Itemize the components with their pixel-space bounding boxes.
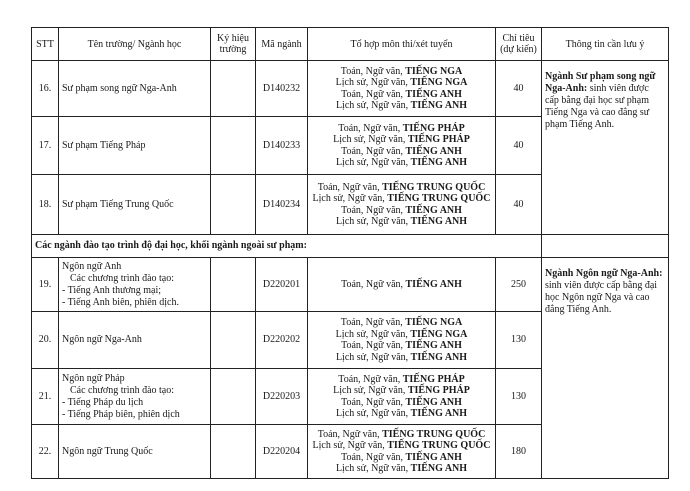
section-row — [32, 235, 669, 258]
quota-cell: 40 — [496, 61, 542, 117]
note-title: Ngành Sư phạm song ngữ Nga-Anh: — [545, 71, 656, 94]
major-name: Sư phạm Tiếng Trung Quốc — [62, 198, 174, 210]
combo-subjects: Toán, Ngữ văn, — [317, 181, 383, 193]
note-cell-language — [542, 258, 669, 479]
combo-language: TIẾNG TRUNG QUỐC — [382, 428, 486, 440]
combo-line — [311, 100, 492, 112]
combo-cell — [308, 258, 496, 312]
combo-language: TIẾNG NGA — [410, 328, 468, 340]
combo-line — [311, 408, 492, 420]
header-quota: Chỉ tiêu (dự kiến) — [496, 28, 542, 61]
combo-line — [311, 146, 492, 158]
combo-language: TIẾNG ANH — [410, 216, 468, 227]
combo-cell — [308, 312, 496, 369]
quota-cell: 130 — [496, 369, 542, 425]
combo-language: TIẾNG ANH — [405, 451, 462, 463]
combo-subjects: Lịch sử, Ngữ văn, — [335, 77, 411, 88]
major-code-cell: D140232 — [256, 61, 308, 117]
program-item: - Tiếng Pháp du lịch — [62, 396, 144, 408]
combo-line — [311, 340, 492, 352]
combo-subjects: Lịch sử, Ngữ văn, — [335, 351, 411, 363]
combo-line — [311, 193, 492, 205]
combo-line — [311, 374, 492, 386]
combo-subjects: Lịch sử, Ngữ văn, — [335, 328, 411, 340]
program-item: - Tiếng Pháp biên, phiên dịch — [62, 408, 180, 420]
combo-subjects: Toán, Ngữ văn, — [341, 396, 406, 408]
combo-language: TIẾNG TRUNG QUỐC — [382, 181, 486, 193]
combo-line — [311, 89, 492, 101]
combo-subjects: Toán, Ngữ văn, — [338, 373, 403, 385]
combo-subjects: Toán, Ngữ văn, — [341, 88, 406, 100]
major-name-cell — [59, 258, 211, 312]
combo-cell — [308, 175, 496, 235]
combo-language: TIẾNG NGA — [405, 317, 463, 328]
combo-language: TIẾNG TRUNG QUỐC — [387, 440, 491, 451]
combo-line — [311, 123, 492, 135]
combo-language: TIẾNG ANH — [405, 204, 462, 216]
stt-cell: 22. — [32, 425, 59, 479]
school-symbol-cell — [211, 425, 256, 479]
program-item: - Tiếng Anh biên, phiên dịch. — [62, 296, 179, 308]
header-combo: Tổ hợp môn thi/xét tuyển — [308, 28, 496, 61]
header-code-symbol: Ký hiệu trường — [211, 28, 256, 61]
major-name: Sư phạm song ngữ Nga-Anh — [62, 82, 177, 94]
combo-language: TIẾNG NGA — [410, 77, 468, 88]
combo-line — [311, 385, 492, 397]
combo-language: TIẾNG NGA — [405, 65, 463, 77]
major-code-cell: D220201 — [256, 258, 308, 312]
combo-subjects: Toán, Ngữ văn, — [341, 204, 406, 216]
combo-language: TIẾNG ANH — [410, 100, 468, 111]
major-name-cell — [59, 425, 211, 479]
combo-language: TIẾNG TRUNG QUỐC — [387, 193, 491, 204]
combo-line — [311, 397, 492, 409]
stt-cell: 16. — [32, 61, 59, 117]
major-code-cell: D220203 — [256, 369, 308, 425]
combo-cell — [308, 369, 496, 425]
table-row — [32, 258, 669, 312]
school-symbol-cell — [211, 258, 256, 312]
major-name-cell — [59, 117, 211, 175]
combo-subjects: Toán, Ngữ văn, — [341, 451, 406, 463]
combo-language: TIẾNG ANH — [405, 88, 462, 100]
quota-cell: 40 — [496, 175, 542, 235]
major-name: Ngôn ngữ Pháp — [62, 372, 125, 384]
combo-language: TIẾNG PHÁP — [407, 134, 470, 145]
stt-cell: 17. — [32, 117, 59, 175]
major-name: Ngôn ngữ Anh — [62, 260, 122, 272]
major-name-cell — [59, 369, 211, 425]
combo-language: TIẾNG PHÁP — [402, 373, 465, 385]
note-title: Ngành Ngôn ngữ Nga-Anh: — [545, 268, 663, 279]
combo-subjects: Lịch sử, Ngữ văn, — [333, 385, 408, 396]
combo-language: TIẾNG ANH — [405, 145, 462, 157]
combo-line — [311, 279, 492, 291]
combo-line — [311, 205, 492, 217]
school-symbol-cell — [211, 61, 256, 117]
note-text: sinh viên được cấp bằng đại học sư phạm Tiếng Nga và cao đẳng sư phạm Tiếng Anh. — [545, 83, 650, 130]
combo-subjects: Lịch sử, Ngữ văn, — [335, 463, 411, 474]
section-title: Các ngành đào tạo trình độ đại học, khối ngành ngoài sư phạm: — [32, 235, 542, 258]
major-name: Ngôn ngữ Trung Quốc — [62, 445, 153, 457]
quota-cell: 40 — [496, 117, 542, 175]
combo-language: TIẾNG ANH — [405, 396, 462, 408]
combo-cell — [308, 117, 496, 175]
combo-subjects: Toán, Ngữ văn, — [341, 278, 406, 290]
combo-language: TIẾNG ANH — [410, 408, 468, 419]
combo-language: TIẾNG ANH — [410, 463, 468, 474]
combo-line — [311, 429, 492, 441]
combo-subjects: Lịch sử, Ngữ văn, — [312, 193, 388, 204]
combo-cell — [308, 425, 496, 479]
combo-language: TIẾNG ANH — [405, 278, 462, 290]
header-name: Tên trường/ Ngành học — [59, 28, 211, 61]
major-code-cell: D220204 — [256, 425, 308, 479]
stt-cell: 21. — [32, 369, 59, 425]
combo-language: TIẾNG ANH — [405, 340, 462, 351]
combo-subjects: Toán, Ngữ văn, — [341, 340, 406, 351]
school-symbol-cell — [211, 369, 256, 425]
major-name-cell — [59, 175, 211, 235]
header-stt: STT — [32, 28, 59, 61]
section-note-cell — [542, 235, 669, 258]
major-name: Sư phạm Tiếng Pháp — [62, 139, 146, 151]
combo-cell — [308, 61, 496, 117]
combo-line — [311, 66, 492, 78]
quota-cell: 250 — [496, 258, 542, 312]
combo-language: TIẾNG ANH — [410, 351, 468, 363]
combo-subjects: Lịch sử, Ngữ văn, — [333, 134, 408, 145]
school-symbol-cell — [211, 117, 256, 175]
admissions-table — [31, 27, 669, 479]
program-intro: Các chương trình đào tạo: — [70, 384, 175, 396]
combo-subjects: Lịch sử, Ngữ văn, — [335, 408, 411, 419]
combo-line — [311, 182, 492, 194]
combo-subjects: Lịch sử, Ngữ văn, — [312, 440, 388, 451]
quota-cell: 180 — [496, 425, 542, 479]
header-note: Thông tin cần lưu ý — [542, 28, 669, 61]
stt-cell: 19. — [32, 258, 59, 312]
combo-language: TIẾNG PHÁP — [407, 385, 470, 396]
major-name-cell — [59, 312, 211, 369]
program-item: - Tiếng Anh thương mại; — [62, 284, 162, 296]
combo-line — [311, 452, 492, 464]
stt-cell: 18. — [32, 175, 59, 235]
combo-line — [311, 352, 492, 364]
combo-subjects: Toán, Ngữ văn, — [317, 428, 383, 440]
header-major-code: Mã ngành — [256, 28, 308, 61]
combo-line — [311, 463, 492, 475]
combo-subjects: Lịch sử, Ngữ văn, — [335, 157, 411, 168]
stt-cell: 20. — [32, 312, 59, 369]
combo-language: TIẾNG ANH — [410, 157, 468, 168]
combo-language: TIẾNG PHÁP — [402, 122, 465, 134]
major-name-cell — [59, 61, 211, 117]
major-name: Ngôn ngữ Nga-Anh — [62, 334, 142, 345]
school-symbol-cell — [211, 312, 256, 369]
combo-line — [311, 216, 492, 228]
combo-subjects: Lịch sử, Ngữ văn, — [335, 100, 411, 111]
combo-line — [311, 329, 492, 341]
note-text: sinh viên được cấp bằng đại học Ngôn ngữ Nga và cao đẳng Tiếng Anh. — [545, 280, 658, 315]
table-row — [32, 61, 669, 117]
major-code-cell: D140233 — [256, 117, 308, 175]
table-header-row — [32, 28, 669, 61]
combo-subjects: Toán, Ngữ văn, — [341, 145, 406, 157]
combo-subjects: Lịch sử, Ngữ văn, — [335, 216, 411, 227]
quota-cell: 130 — [496, 312, 542, 369]
combo-line — [311, 317, 492, 329]
major-code-cell: D220202 — [256, 312, 308, 369]
combo-subjects: Toán, Ngữ văn, — [338, 122, 403, 134]
combo-subjects: Toán, Ngữ văn, — [340, 65, 406, 77]
combo-line — [311, 77, 492, 89]
combo-subjects: Toán, Ngữ văn, — [340, 317, 406, 328]
combo-line — [311, 440, 492, 452]
major-code-cell: D140234 — [256, 175, 308, 235]
note-cell-pedagogy — [542, 61, 669, 235]
school-symbol-cell — [211, 175, 256, 235]
combo-line — [311, 134, 492, 146]
table-body — [32, 61, 669, 479]
combo-line — [311, 157, 492, 169]
program-intro: Các chương trình đào tạo: — [70, 272, 175, 284]
